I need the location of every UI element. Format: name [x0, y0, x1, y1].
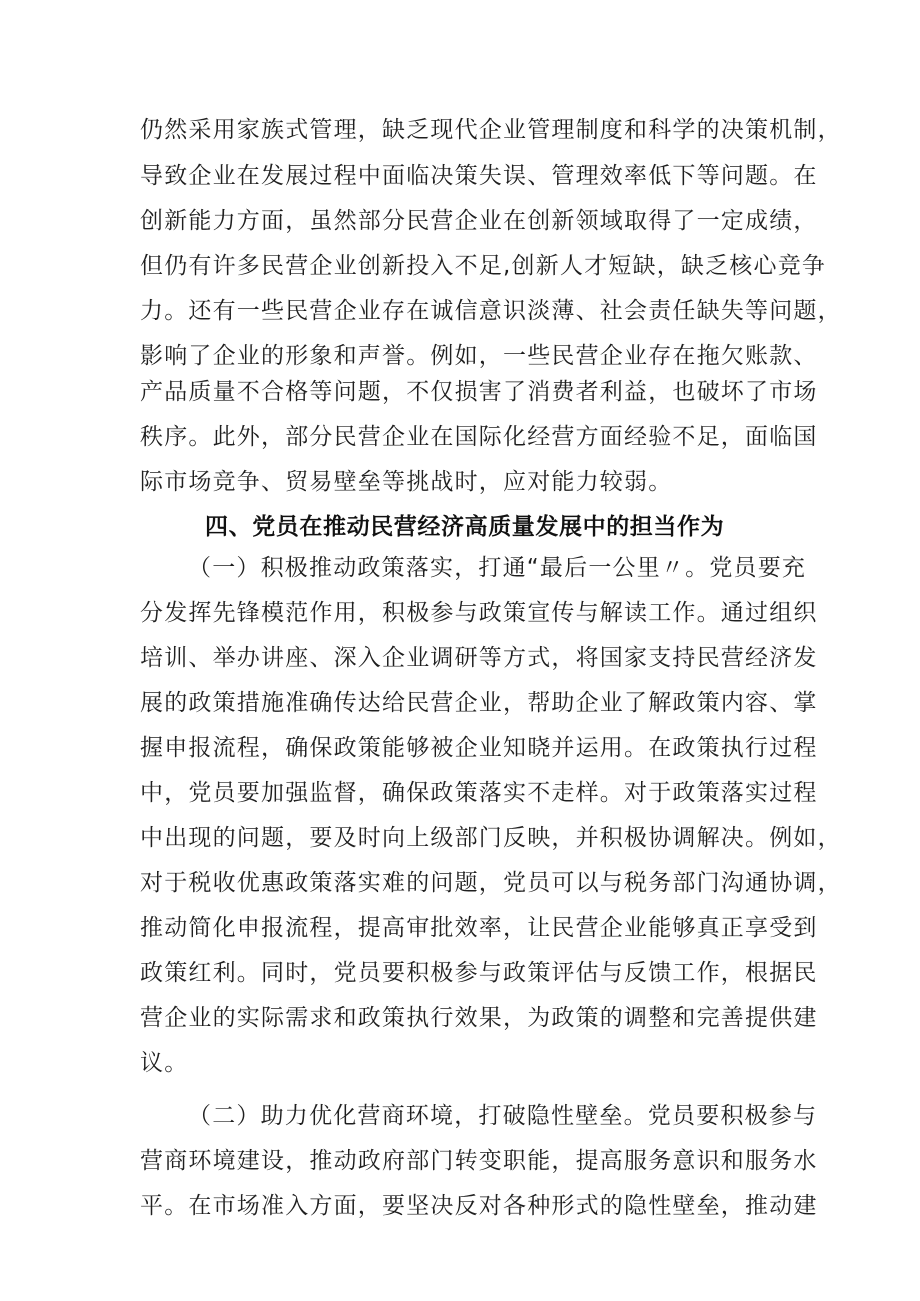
text-line: 营企业的实际需求和政策执行效果，为政策的调整和完善提供建	[140, 1005, 818, 1031]
text-line: 创新能力方面，虽然部分民营企业在创新领域取得了一定成绩，	[140, 208, 818, 234]
text-line: 影响了企业的形象和声誉。例如，一些民营企业存在拖欠账款、	[140, 343, 818, 369]
text-line: 握申报流程，确保政策能够被企业知晓并运用。在政策执行过程	[140, 735, 818, 761]
text-line: 对于税收优惠政策落实难的问题，党员可以与税务部门沟通协调，	[140, 870, 842, 896]
subsection-title-line: （二）助力优化营商环境，打破隐性壁垒。党员要积极参与	[188, 1103, 818, 1129]
text-line: 分发挥先锋模范作用，积极参与政策宣传与解读工作。通过组织	[140, 600, 818, 626]
text-line: 导致企业在发展过程中面临决策失误、管理效率低下等问题。在	[140, 163, 818, 189]
text-line: 仍然采用家族式管理，缺乏现代企业管理制度和科学的决策机制，	[140, 117, 842, 143]
text-line: 推动简化申报流程，提高审批效率，让民营企业能够真正享受到	[140, 915, 818, 941]
text-line: 产品质量不合格等问题，不仅损害了消费者利益，也破坏了市场	[140, 379, 818, 405]
text-line: 秩序。此外，部分民营企业在国际化经营方面经验不足，面临国	[140, 424, 818, 450]
text-line: 培训、举办讲座、深入企业调研等方式，将国家支持民营经济发	[140, 645, 818, 671]
subsection-title-line: （一）积极推动政策落实，打通“最后一公里〃。党员要充	[188, 555, 807, 581]
text-line: 营商环境建设，推动政府部门转变职能，提高服务意识和服务水	[140, 1148, 818, 1174]
text-line: 中出现的问题，要及时向上级部门反映，并积极协调解决。例如，	[140, 825, 842, 851]
text-line: 但仍有许多民营企业创新投入不足,创新人才短缺，缺乏核心竞争	[140, 253, 827, 279]
text-line: 际市场竞争、贸易壁垒等挑战时，应对能力较弱。	[140, 469, 673, 495]
text-line: 平。在市场准入方面，要坚决反对各种形式的隐性壁垒，推动建	[140, 1193, 818, 1219]
text-line: 政策红利。同时，党员要积极参与政策评估与反馈工作，根据民	[140, 960, 818, 986]
text-line: 中，党员要加强监督，确保政策落实不走样。对于政策落实过程	[140, 780, 818, 806]
text-line: 力。还有一些民营企业存在诚信意识淡薄、社会责任缺失等问题，	[140, 298, 842, 324]
section-heading: 四、党员在推动民营经济高质量发展中的担当作为	[205, 514, 725, 540]
text-line: 议。	[140, 1050, 189, 1076]
text-line: 展的政策措施准确传达给民营企业，帮助企业了解政策内容、掌	[140, 690, 818, 716]
